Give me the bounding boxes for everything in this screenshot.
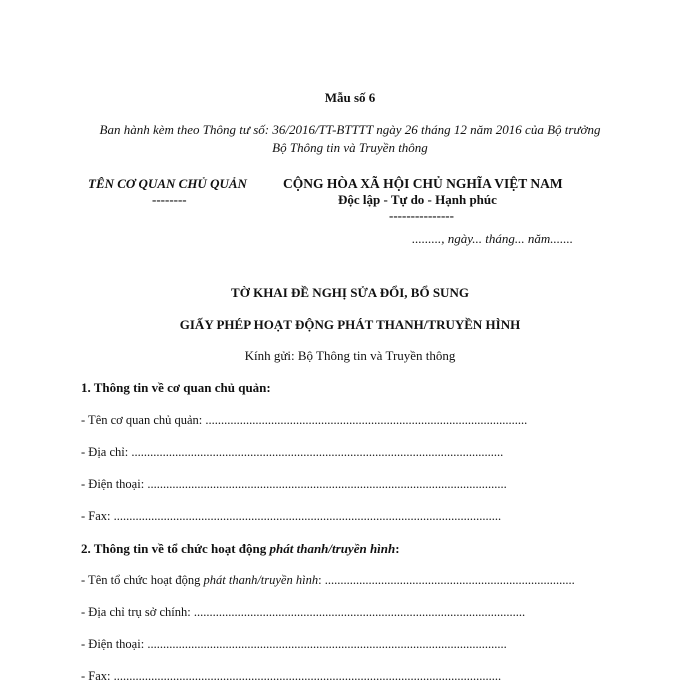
field-dots: ....................................................................................................... (205, 413, 528, 427)
issuance-note (0, 121, 700, 157)
field-head-office-address[interactable] (81, 605, 525, 620)
field-label: - Tên cơ quan chủ quản: (81, 413, 206, 427)
field-dots: ............................................................................................................................ (113, 669, 502, 683)
field-label-italic: phát thanh/truyền hình (203, 573, 319, 587)
field-dots: ................................................................................................................... (147, 477, 507, 491)
field-dots: ............................................................................................................................ (113, 509, 502, 523)
form-number: Mẫu số 6 (324, 90, 376, 105)
section2-heading-italic: phát thanh/truyền hình (269, 541, 396, 556)
section2-heading (81, 541, 400, 557)
date-line: ........., ngày... tháng... năm....... (412, 231, 574, 246)
field-label: - Địa chỉ trụ sở chính: (81, 605, 194, 619)
field-dots: ................................................................................ (324, 573, 575, 587)
field-label: - Điện thoại: (81, 477, 148, 491)
field-label-prefix: - Tên tổ chức hoạt động (81, 573, 204, 587)
recipient-line: Kính gửi: Bộ Thông tin và Truyền thông (244, 348, 456, 363)
field-dots: .......................................................................................................... (193, 605, 526, 619)
field-agency-name[interactable] (81, 413, 527, 428)
field-label: - Địa chỉ: (81, 445, 132, 459)
issuance-note-line2: Bộ Thông tin và Truyền thông (272, 140, 428, 155)
section2-heading-suffix: : (395, 541, 400, 556)
field-label-suffix: : (318, 573, 325, 587)
agency-separator: -------- (152, 192, 187, 207)
field-label: - Điện thoại: (81, 637, 148, 651)
national-motto: Độc lập - Tự do - Hạnh phúc (338, 192, 497, 207)
field-agency-fax[interactable] (81, 509, 501, 524)
document-title-line1: TỜ KHAI ĐỀ NGHỊ SỬA ĐỔI, BỔ SUNG (231, 285, 469, 300)
field-organization-fax[interactable] (81, 669, 501, 684)
field-agency-phone[interactable] (81, 477, 507, 492)
field-label: - Fax: (81, 509, 114, 523)
field-organization-phone[interactable] (81, 637, 507, 652)
field-label: - Fax: (81, 669, 114, 683)
motto-separator: --------------- (389, 208, 454, 223)
agency-name: TÊN CƠ QUAN CHỦ QUẢN (88, 176, 247, 191)
field-dots: ................................................................................................................... (147, 637, 507, 651)
national-title: CỘNG HÒA XÃ HỘI CHỦ NGHĨA VIỆT NAM (283, 176, 563, 191)
document-title-line2: GIẤY PHÉP HOẠT ĐỘNG PHÁT THANH/TRUYỀN HÌNH (179, 317, 521, 332)
field-agency-address[interactable] (81, 445, 503, 460)
field-dots: ....................................................................................................................... (131, 445, 504, 459)
field-organization-name[interactable] (81, 573, 575, 588)
section1-heading: 1. Thông tin về cơ quan chủ quản: (81, 380, 271, 395)
section2-heading-prefix: 2. Thông tin về tổ chức hoạt động (81, 541, 270, 556)
issuance-note-line1: Ban hành kèm theo Thông tư số: 36/2016/TT-BTTTT ngày 26 tháng 12 năm 2016 của Bộ trưởng (99, 122, 601, 137)
